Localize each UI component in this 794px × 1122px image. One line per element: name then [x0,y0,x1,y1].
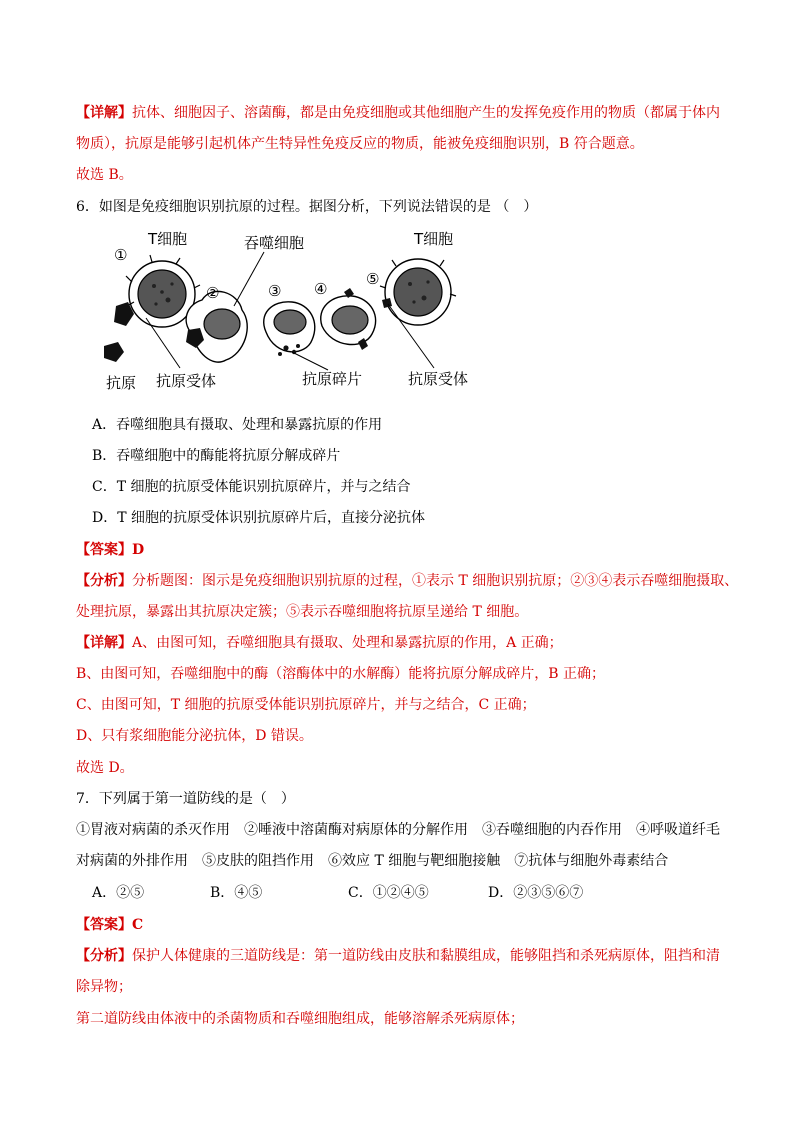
q5-detail-line2: 物质），抗原是能够引起机体产生特异性免疫反应的物质，能被免疫细胞识别，B 符合题意。 [76,136,644,152]
q6-analysis-line1 [76,572,738,590]
q6-detail-d: D、只有浆细胞能分泌抗体，D 错误。 [76,728,313,744]
analysis-text: 分析题图：图示是免疫细胞识别抗原的过程，①表示 T 细胞识别抗原；②③④表示吞噬细胞摄取、 [132,573,739,589]
q7-option-a: A．②⑤ [92,885,145,901]
q7-option-b: B．④⑤ [210,885,263,901]
q6-conclusion: 故选 D。 [76,760,134,776]
q7-analysis-line3: 第二道防线由体液中的杀菌物质和吞噬细胞组成，能够溶解杀死病原体； [76,1011,524,1027]
fig-num-3: ③ [268,282,282,300]
q7-options [92,884,583,902]
label-receptor-left: 抗原受体 [156,372,217,390]
q6-option-c: C．T 细胞的抗原受体能识别抗原碎片，并与之结合 [92,479,411,495]
analysis-tag: 【分析】 [76,573,132,589]
fig-num-4: ④ [314,280,328,298]
analysis-tag: 【分析】 [76,948,132,964]
q6-answer: 【答案】D [76,542,145,558]
detail-tag: 【详解】 [76,105,132,121]
q5-detail-line1 [76,104,720,122]
label-fragment: 抗原碎片 [302,370,363,388]
detail-text: A、由图可知，吞噬细胞具有摄取、处理和暴露抗原的作用，A 正确； [132,635,563,651]
q7-analysis-line2: 除异物； [76,979,132,995]
antigen-shape [104,342,124,362]
q6-detail-b: B、由图可知，吞噬细胞中的酶（溶酶体中的水解酶）能将抗原分解成碎片，B 正确； [76,666,606,682]
label-receptor-right: 抗原受体 [408,370,469,388]
phagocyte-3 [264,302,315,356]
label-t-cell-right: T细胞 [414,230,454,248]
label-t-cell-left: T细胞 [148,230,188,248]
label-phagocyte: 吞噬细胞 [244,234,305,252]
q6-option-a: A．吞噬细胞具有摄取、处理和暴露抗原的作用 [92,417,383,433]
q6-option-d: D．T 细胞的抗原受体识别抗原碎片后，直接分泌抗体 [92,510,426,526]
fig-num-5: ⑤ [366,270,380,288]
detail-text: 抗体、细胞因子、溶菌酶，都是由免疫细胞或其他细胞产生的发挥免疫作用的物质（都属于体内 [132,105,720,121]
label-antigen: 抗原 [106,374,137,392]
q6-option-b: B．吞噬细胞中的酶能将抗原分解成碎片 [92,448,341,464]
q6-detail-a [76,634,563,652]
t-cell-right [380,259,456,325]
q6-question: 6．如图是免疫细胞识别抗原的过程。据图分析，下列说法错误的是 （ ） [76,199,538,215]
phagocyte-4 [321,288,376,350]
q7-option-c: C．①②④⑤ [348,885,429,901]
q7-stem-line1: ①胃液对病菌的杀灭作用 ②唾液中溶菌酶对病原体的分解作用 ③吞噬细胞的内吞作用 ④呼吸道纤毛 [76,822,720,838]
fig-num-1: ① [114,246,128,264]
detail-tag: 【详解】 [76,635,132,651]
q5-conclusion: 故选 B。 [76,167,133,183]
fig-num-2: ② [206,284,220,302]
q6-analysis-line2: 处理抗原，暴露出其抗原决定簇；⑤表示吞噬细胞将抗原呈递给 T 细胞。 [76,604,529,620]
q7-analysis-line1 [76,947,720,965]
q7-option-d: D．②③⑤⑥⑦ [488,885,584,901]
q7-question: 7．下列属于第一道防线的是（ ） [76,791,295,807]
q6-detail-c: C、由图可知，T 细胞的抗原受体能识别抗原碎片，并与之结合，C 正确； [76,697,536,713]
analysis-text: 保护人体健康的三道防线是：第一道防线由皮肤和黏膜组成，能够阻挡和杀死病原体，阻挡和清 [132,948,720,964]
q7-stem-line2: 对病菌的外排作用 ⑤皮肤的阻挡作用 ⑥效应 T 细胞与靶细胞接触 ⑦抗体与细胞外毒素结合 [76,853,669,869]
q7-answer: 【答案】C [76,917,144,933]
immune-recognition-figure [96,222,476,394]
